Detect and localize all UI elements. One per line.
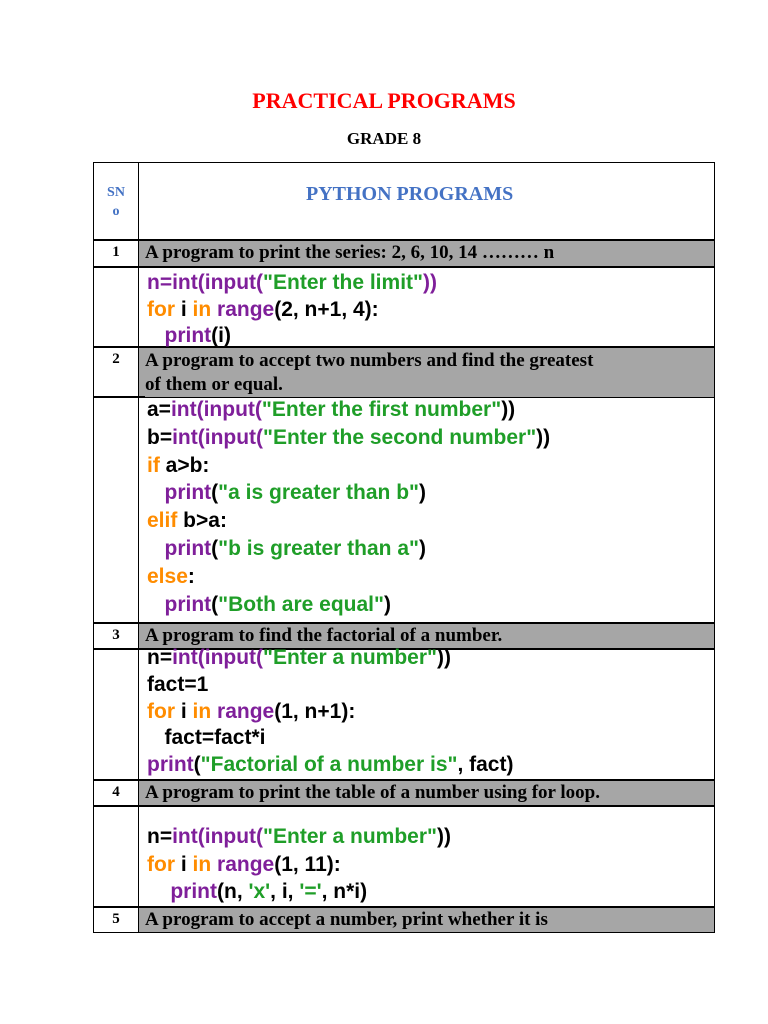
code-string: "Both are equal" (218, 592, 384, 616)
code-text: n= (147, 646, 173, 669)
sno-header-text: SN o (107, 185, 125, 219)
program-1-question-row (93, 240, 715, 267)
program-3-number: 3 (94, 624, 139, 648)
code-text: ( (193, 753, 201, 777)
code-string: "Enter a number" (263, 646, 437, 669)
program-3-code (147, 645, 513, 779)
code-text: : (187, 564, 195, 588)
code-line (147, 823, 451, 851)
code-text: )) (536, 425, 551, 449)
program-1-number: 1 (94, 241, 139, 266)
code-line (147, 752, 513, 779)
sno-header (94, 163, 139, 239)
code-function: int(input( (172, 425, 264, 449)
program-5-question: A program to accept a number, print whether it is (139, 908, 714, 932)
program-5-question-row (93, 907, 715, 933)
program-2-question-line-1: A program to accept two numbers and find the greatest (145, 349, 714, 373)
code-keyword: for (147, 699, 175, 723)
code-function: n=int(input( (147, 271, 264, 294)
code-function: int(input( (172, 646, 264, 669)
code-string: '=' (299, 880, 322, 903)
code-function: int(input( (170, 398, 262, 421)
code-keyword: elif (147, 509, 178, 533)
code-string: "Enter a number" (263, 825, 437, 848)
table-header-row (93, 162, 715, 240)
code-line (147, 323, 437, 350)
code-line (147, 424, 550, 452)
program-2-code-sno (94, 398, 139, 622)
code-text: ( (211, 592, 219, 616)
code-text: i (175, 297, 193, 321)
program-1-code (147, 270, 437, 350)
code-keyword: in (192, 297, 212, 321)
code-string: "Enter the second number" (263, 425, 537, 449)
code-text: ) (383, 592, 391, 616)
code-text: (1, 11): (274, 852, 341, 876)
code-text: n= (147, 825, 173, 848)
code-text: i (175, 699, 193, 723)
code-line (147, 563, 550, 591)
program-1-question: A program to print the series: 2, 6, 10, 14 ……… n (139, 241, 714, 266)
code-line (147, 878, 451, 906)
code-function: print (147, 753, 194, 777)
code-string: 'x' (248, 880, 271, 903)
code-text: (n, (217, 880, 249, 903)
code-line (147, 645, 513, 672)
code-function: print (164, 324, 212, 347)
code-line (147, 591, 550, 619)
code-text: ) (418, 536, 426, 560)
code-text: a>b: (159, 453, 210, 477)
code-line (147, 452, 550, 480)
code-text: )) (501, 398, 516, 421)
code-line (147, 672, 513, 699)
program-4-question-row (93, 780, 715, 806)
code-text: )) (437, 646, 451, 669)
code-text (147, 324, 165, 347)
code-text: ) (418, 481, 426, 505)
code-line (147, 507, 550, 535)
code-text: b>a: (177, 509, 227, 533)
code-text (147, 880, 170, 903)
code-function: print (164, 481, 212, 505)
code-text: (1, n+1): (274, 699, 356, 723)
code-function: print (164, 536, 212, 560)
code-function: range (211, 852, 275, 876)
grade-subtitle: GRADE 8 (346, 129, 422, 148)
code-line (147, 396, 550, 424)
code-string: "a is greater than b" (218, 481, 419, 505)
code-text: ( (211, 536, 219, 560)
code-text: , n*i) (321, 880, 368, 903)
code-keyword: else (147, 564, 188, 588)
code-text (147, 537, 165, 560)
program-4-code-sno (94, 807, 139, 906)
code-text: , i, (270, 880, 300, 903)
code-function: print (164, 592, 212, 616)
code-line (147, 725, 513, 752)
program-2-question (139, 348, 714, 396)
code-line (147, 270, 437, 297)
code-function: print (170, 880, 217, 903)
code-line (147, 297, 437, 324)
code-string: "Enter the first number" (261, 398, 502, 421)
code-function: )) (422, 271, 437, 294)
code-text: a= (147, 398, 171, 421)
code-function: int(input( (172, 825, 264, 848)
code-text: b= (147, 425, 173, 449)
code-text (147, 481, 165, 504)
code-keyword: in (192, 699, 212, 723)
code-text: fact=fact*i (147, 726, 266, 750)
code-text: fact=1 (147, 672, 209, 696)
program-4-number: 4 (94, 781, 139, 805)
page-title: PRACTICAL PROGRAMS (252, 88, 516, 113)
code-line (147, 851, 451, 879)
program-2-question-row (93, 347, 715, 397)
program-2-question-line-2: of them or equal. (145, 373, 714, 397)
program-2-code (147, 396, 550, 618)
code-string: "Enter the limit" (263, 271, 423, 294)
code-string: "Factorial of a number is" (200, 753, 458, 777)
code-text: )) (437, 825, 451, 848)
program-5-number: 5 (94, 908, 139, 932)
code-keyword: for (147, 852, 175, 876)
code-text: (2, n+1, 4): (274, 297, 379, 321)
code-text: i (175, 852, 193, 876)
code-keyword: if (147, 453, 160, 477)
program-2-number: 2 (94, 348, 139, 396)
code-line (147, 479, 550, 507)
code-keyword: in (192, 852, 212, 876)
code-text: , fact) (457, 753, 514, 777)
code-line (147, 535, 550, 563)
code-text: (i) (211, 324, 231, 347)
program-3-code-sno (94, 650, 139, 779)
code-text: ( (211, 481, 219, 505)
code-keyword: for (147, 297, 175, 321)
program-4-code (147, 823, 451, 906)
code-function: range (211, 297, 275, 321)
code-line (147, 699, 513, 726)
program-1-code-sno (94, 268, 139, 346)
code-text (147, 593, 165, 616)
programs-header: PYTHON PROGRAMS (306, 183, 514, 205)
code-function: range (211, 699, 275, 723)
code-string: "b is greater than a" (218, 536, 419, 560)
program-4-question: A program to print the table of a number using for loop. (139, 781, 714, 805)
program-3-question: A program to find the factorial of a number. (139, 624, 714, 648)
